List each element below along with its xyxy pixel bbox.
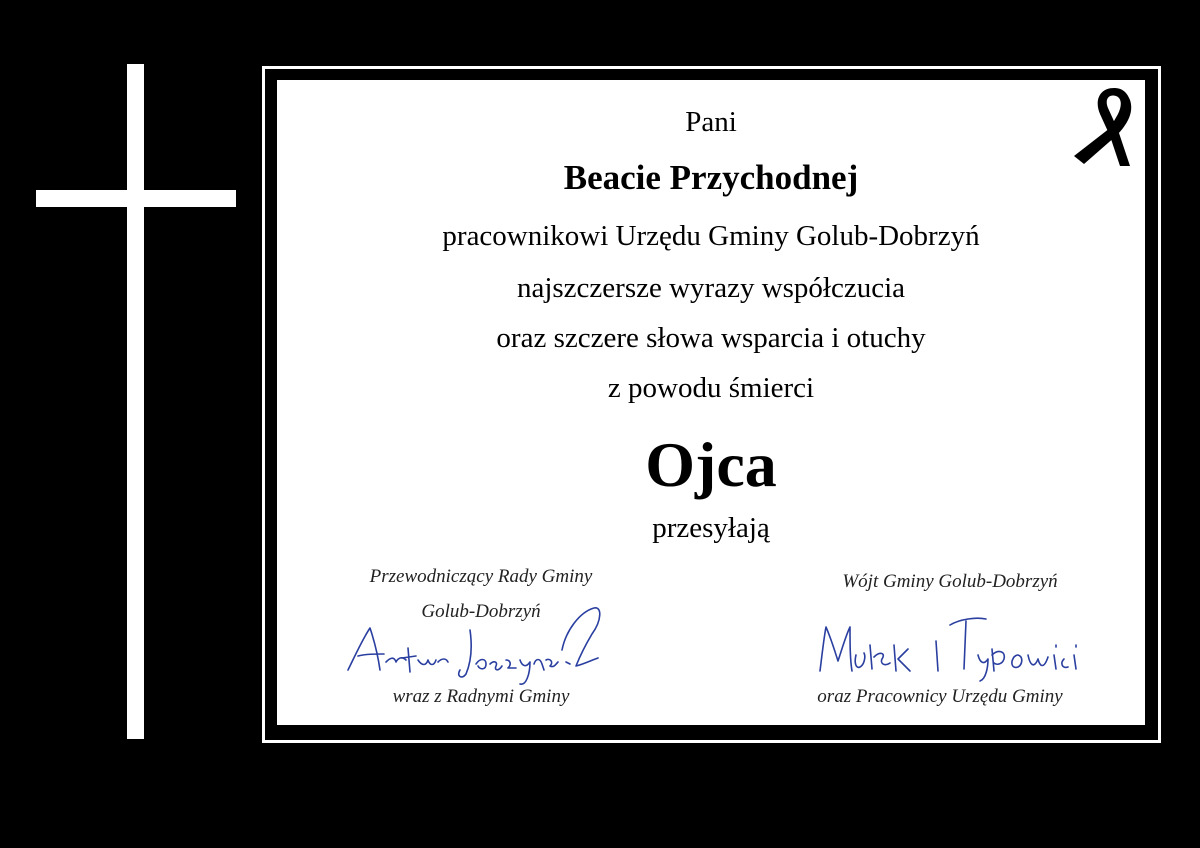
- deceased-relation: Ojca: [645, 429, 777, 500]
- left-signatory-title-line2: Golub-Dobrzyń: [421, 601, 541, 622]
- left-signatory-footer: wraz z Radnymi Gminy: [392, 686, 570, 707]
- body-line: najszczersze wyrazy współczucia: [516, 272, 906, 304]
- recipient-name: Beacie Przychodnej: [563, 158, 859, 197]
- cross-icon: [127, 64, 144, 739]
- right-handwritten-signature: [810, 605, 1090, 685]
- card-text-layer: [277, 0, 1145, 848]
- salutation: Pani: [685, 106, 737, 138]
- body-line: z powodu śmierci: [607, 372, 815, 404]
- body-line: oraz szczere słowa wsparcia i otuchy: [496, 322, 926, 354]
- closing-word: przesyłają: [652, 512, 770, 544]
- cross-icon-bar: [36, 190, 236, 207]
- left-handwritten-signature: [340, 600, 610, 690]
- right-signatory-title: Wójt Gminy Golub-Dobrzyń: [842, 571, 1058, 592]
- body-line: pracownikowi Urzędu Gminy Golub-Dobrzyń: [442, 220, 980, 252]
- left-signatory-title: Przewodniczący Rady Gminy: [369, 566, 593, 587]
- right-signatory-footer: oraz Pracownicy Urzędu Gminy: [817, 686, 1063, 707]
